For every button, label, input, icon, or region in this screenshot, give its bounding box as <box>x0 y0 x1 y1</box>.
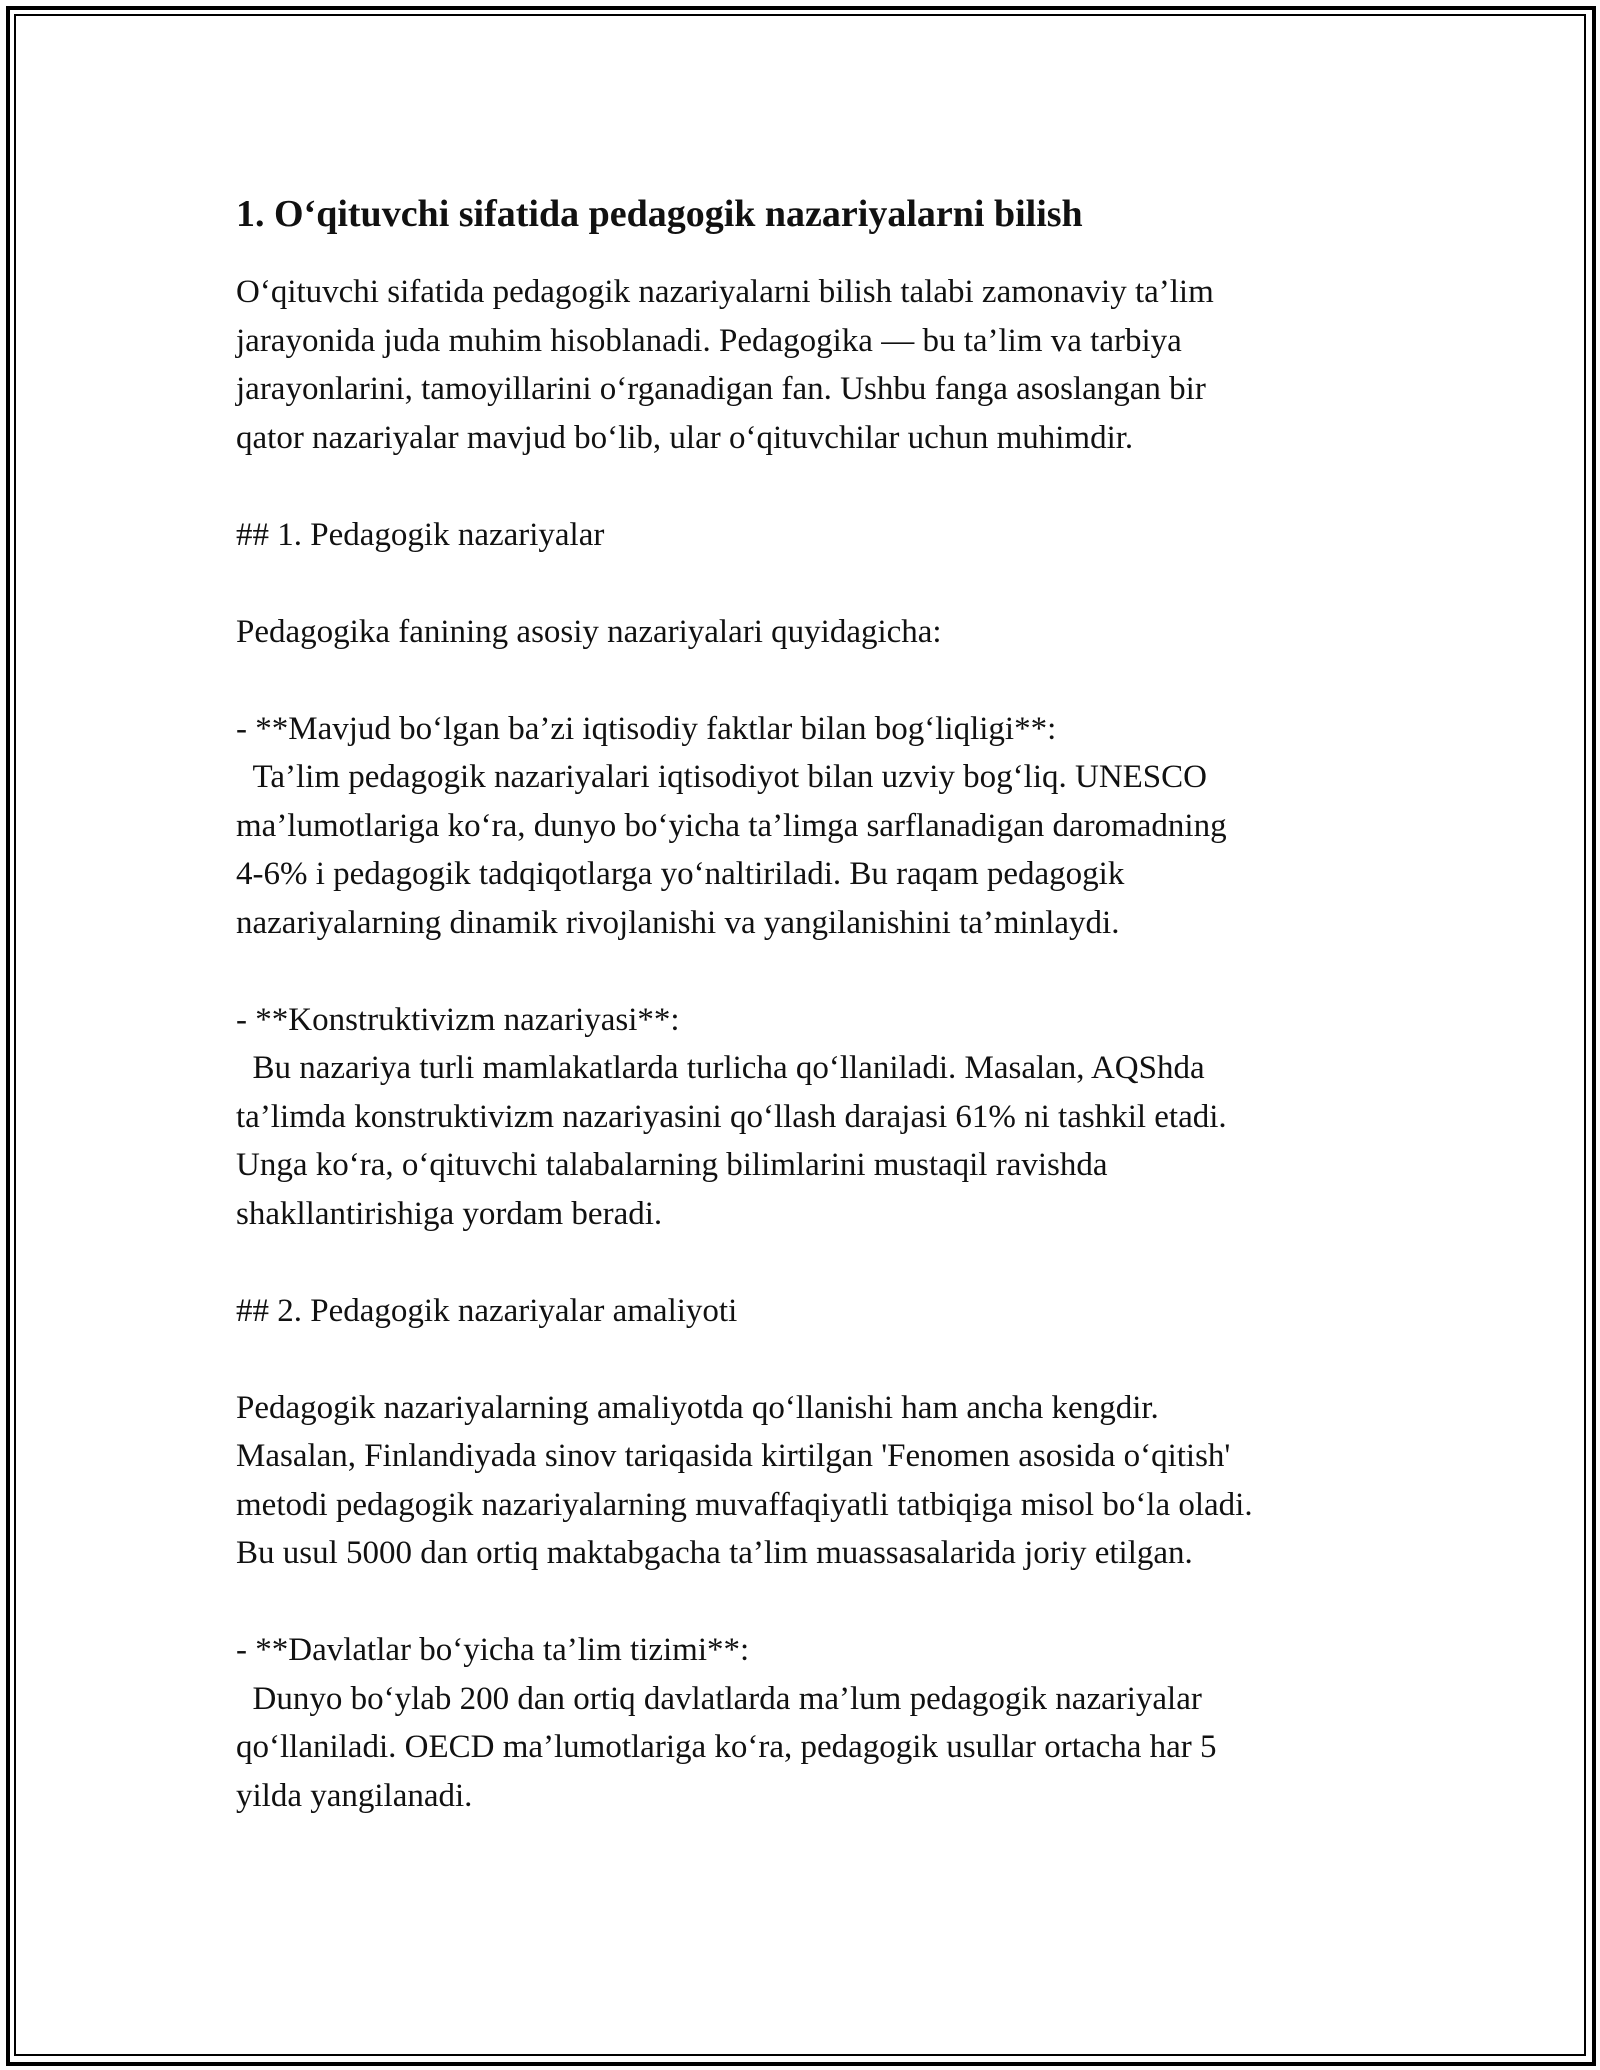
paragraph-spacer <box>236 1238 1386 1287</box>
list-item-education-systems: - **Davlatlar bo‘yicha ta’lim tizimi**: Dunyo bo‘ylab 200 dan ortiq davlatlarda ma’lum pedagogik nazariyalar qo‘llaniladi. OECD ma’lumotlariga ko‘ra, pedagogik usullar ortacha har 5 yilda yangilanadi. <box>236 1632 1217 1814</box>
paragraph-spacer <box>236 947 1386 996</box>
paragraph-spacer <box>236 656 1386 705</box>
intro-paragraph: O‘qituvchi sifatida pedagogik nazariyalarni bilish talabi zamonaviy ta’lim jarayonida juda muhim hisoblanadi. Pedagogika — bu ta’lim va tarbiya jarayonlarini, tamoyillarini o‘rganadigan fan. Ushbu fanga asoslangan bir qator nazariyalar mavjud bo‘lib, ular o‘qituvchilar uchun muhimdir. <box>236 274 1214 456</box>
paragraph-spacer <box>236 1578 1386 1627</box>
section-heading-1: ## 1. Pedagogik nazariyalar <box>236 516 605 553</box>
list-item-economic-facts: - **Mavjud bo‘lgan ba’zi iqtisodiy faktlar bilan bog‘liqligi**: Ta’lim pedagogik nazariyalari iqtisodiyot bilan uzviy bog‘liq. UNESCO ma’lumotlariga ko‘ra, dunyo bo‘yicha ta’limga sarflanadigan daromadning 4-6% i pedagogik tadqiqotlarga yo‘naltiriladi. Bu raqam pedagogik nazariyalarning dinamik rivojlanishi va yangilanishini ta’minlaydi. <box>236 710 1227 941</box>
list-item-constructivism: - **Konstruktivizm nazariyasi**: Bu nazariya turli mamlakatlarda turlicha qo‘llaniladi. Masalan, AQShda ta’limda konstruktivizm nazariyasini qo‘llash darajasi 61% ni tashkil etadi. Unga ko‘ra, o‘qituvchi talabalarning bilimlarini mustaqil ravishda shakllantirishiga yordam beradi. <box>236 1001 1227 1232</box>
paragraph-spacer <box>236 462 1386 511</box>
paragraph-spacer <box>236 559 1386 608</box>
document-title: 1. O‘qituvchi sifatida pedagogik nazariyalarni bilish <box>236 193 1083 235</box>
section-2-paragraph: Pedagogik nazariyalarning amaliyotda qo‘llanishi ham ancha kengdir. Masalan, Finlandiyada sinov tariqasida kirtilgan 'Fenomen asosida o‘qitish' metodi pedagogik nazariyalarning muvaffaqiyatli tatbiqiga misol bo‘la oladi. Bu usul 5000 dan ortiq maktabgacha ta’lim muassasalarida joriy etilgan. <box>236 1389 1253 1571</box>
paragraph-spacer <box>236 1335 1386 1384</box>
section-1-intro: Pedagogika fanining asosiy nazariyalari quyidagicha: <box>236 613 942 650</box>
document-page <box>236 186 1386 1820</box>
section-heading-2: ## 2. Pedagogik nazariyalar amaliyoti <box>236 1292 738 1329</box>
